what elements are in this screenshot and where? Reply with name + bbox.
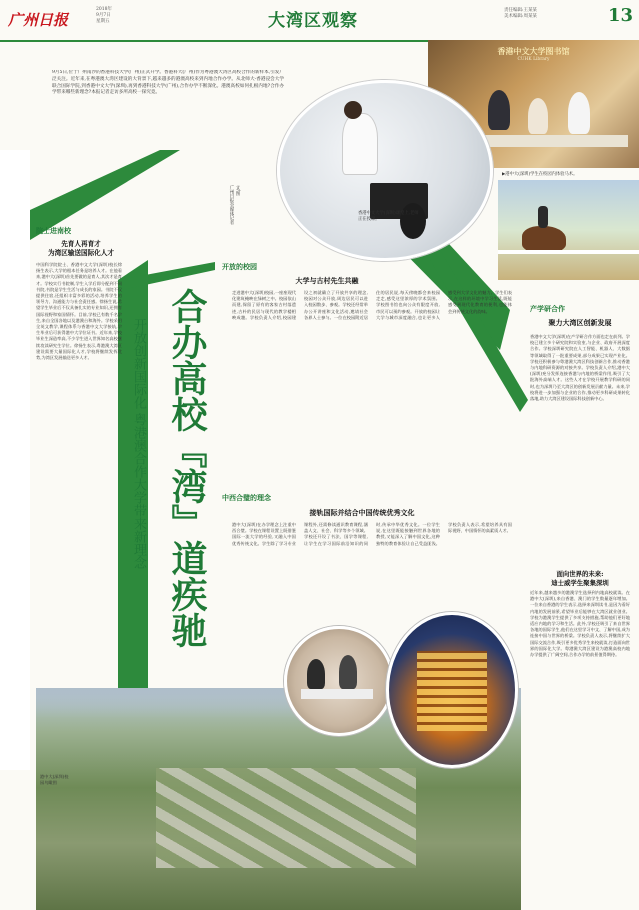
page-number: 13 <box>608 5 634 26</box>
teacher-head <box>344 101 362 119</box>
sub-headline: 开放创新国际化 粤港澳合作大学带来新理念 <box>131 318 146 570</box>
open-section-label: 开放的校园 <box>222 262 257 271</box>
left-section-label: 院士进南校 <box>36 226 71 235</box>
open-section-body: 走进港中大(深圳)校园,一座座现代化建筑掩映在绿树之中。校园依山而建,保留了原有的客家古村落遗迹,古朴的民居与现代的教学楼相映成趣。学校负责人介绍,校园建设之初就确立了开放共享的理念,校园对公众开放,周边居民可以进入校园散步、参观。学校还经常举办公开讲座和文化活动,邀请社会各界人士参与。一位在校园附近居住的居民说,每天傍晚都会来校园走走,感受这里浓厚的学术氛围。学校图书馆也向公众有限度开放,市民可以预约参观。开放的校园让大学与城市深度融合,也让更多人感受到大学文化的魅力。学生们表示,在这样的环境中学习生活,既能感受到现代化教育的便利,也能体会到传统文化的韵味。 <box>232 290 512 320</box>
cn-section-label: 中西合璧的理念 <box>222 493 271 502</box>
classroom-circle-photo <box>284 626 394 736</box>
issue-date: 2018年 9月7日 星期五 <box>96 7 112 24</box>
campus-buildings <box>156 768 416 868</box>
main-headline: 合办高校『湾』道疾驰 <box>166 288 208 648</box>
right-section-label: 产学研合作 <box>530 304 565 313</box>
teacher-figure <box>342 113 378 175</box>
right-section-body: 香港中文大学(深圳)在产学研合作方面也走在前列。学校已建立多个研究院和实验室,与企业、政府开展深度合作。学校深圳研究院在人工智能、机器人、大数据等领域取得了一批重要成果,部分成果已实现产业化。学校还积极参与粤港澳大湾区科技创新合作,推动香港与内地科研资源的对接共享。学校负责人介绍,港中大(深圳)充分发挥连接香港与内地的桥梁作用,吸引了大批海外高端人才。这些人才在学校开展教学科研的同时,也为深圳乃至大湾区的创新发展贡献力量。未来,学校将进一步加强与企业的合作,推动更多科研成果转化落地,助力大湾区建设国际科技创新中心。 <box>530 334 630 402</box>
horse-photo-caption: ▶港中大(深圳)学生在校园内体验马术。 <box>502 172 578 177</box>
right2-section-body: 近年来,越来越多的港澳学生选择到内地高校就读。在港中大(深圳),来自香港、澳门的学生数量逐年增加。一位来自香港的学生表示,选择来深圳读书,是因为看好内地的发展前景,希望毕业后能够在大湾区就业创业。学校为港澳学生提供了多项支持措施,帮助他们更好地适应内地的学习和生活。此外,学校还吸引了来自世界各地的国际学生,他们在这里学习中文、了解中国,成为连接中国与世界的桥梁。学校负责人表示,将继续扩大国际交流合作,吸引更多优秀学生来校就读,打造面向世界的国际化大学。粤港澳大湾区建设为港澳高校内地办学提供了广阔空间,合作办学的前景值得期待。 <box>530 590 630 658</box>
newspaper-logo: 广州日报 <box>8 11 69 29</box>
horse-shape <box>522 226 566 252</box>
desk <box>301 689 373 699</box>
student-figure <box>528 98 548 134</box>
right-section-headline: 聚力大湾区创新发展 <box>548 318 612 327</box>
left-section-headline: 先育人再育才 为湾区输送国际化人才 <box>48 240 114 257</box>
fence-shape <box>498 250 639 254</box>
editor-credits: 责任编辑:王某某 美术编辑:周某某 <box>504 8 538 19</box>
cn-section-body: 港中大(深圳)在办学理念上注重中西合璧。学校在课程设置上既借鉴国际一流大学的经验,又融入中国优秀传统文化。学生除了学习专业课程外,还需修读通识教育课程,涵盖人文、社会、科学等多个领域。学校还开设了书法、国学等课程,让学生在学习国际前沿知识的同时,传承中华优秀文化。一位学生说,在这里既能接触到世界各地的教授,又能深入了解中国文化,这种独特的教育体验让自己受益匪浅。学校负责人表示,希望培养具有国际视野、中国情怀的高素质人才。 <box>232 522 512 546</box>
cn-section-headline: 接轨国际并结合中国传统优秀文化 <box>309 508 415 517</box>
author-byline: 文/图 广州日报全媒体记者 <box>229 185 240 225</box>
masthead <box>0 0 639 42</box>
intro-paragraph: 9月5日,位于广州南沙的香港科技大学(广州)正式开学。香港科大(广州)作为粤港澳大湾区高校合作的新样本,引发广泛关注。近年来,在粤港澳大湾区建设的大背景下,越来越多的港澳高校来到内地合作办学。从北师大-香港浸会大学联合国际学院,到香港中文大学(深圳),再到香港科技大学(广州),合作办学不断深化。港澳高校如何扎根内地?合作办学带来哪些新理念?本报记者走访多所高校一探究竟。 <box>52 70 284 96</box>
student-figure <box>307 659 325 689</box>
section-title: 大湾区观察 <box>268 11 358 31</box>
open-section-headline: 大学与古村先生共融 <box>295 276 359 285</box>
rider-shape <box>538 206 548 228</box>
banner-subtitle: CUHK Library <box>517 57 550 62</box>
library-night-circle-photo <box>386 612 518 768</box>
lecture-photo-caption: 香港中文大学(深圳)课堂上,老师正在授课。 <box>358 211 419 222</box>
banner-title: 香港中文大学图书馆 <box>497 46 570 56</box>
aerial-photo-caption: 港中大(深圳)校园鸟瞰图 <box>40 774 69 785</box>
student-figure <box>488 90 510 130</box>
desk <box>468 135 628 147</box>
lecture-circle-photo <box>277 80 493 261</box>
horse-riding-photo <box>498 180 639 280</box>
right2-section-headline: 面向世界的未来: 迪士威学生聚集深圳 <box>551 570 609 587</box>
lit-building <box>417 651 487 731</box>
left-section-body: 中国科学院院士、香港中文大学(深圳)校长徐扬生表示,大学的根本任务是培养人才。在他看来,港中大(深圳)首先要做的是育人,其次才是育才。学校实行书院制,学生入学后即分配到不同书院,书院是学生生活与成长的家园。书院不仅提供住宿,还组织丰富多彩的活动,培养学生的领导力、沟通能力与社会责任感。徐扬生说,希望学生毕业后不仅具备扎实的专业知识,还拥有国际视野和家国情怀。目前,学校已有数千名学生,来自全国各地以及港澳台和海外。学校采用全英文教学,课程体系与香港中文大学接轨,学生毕业后可获得港中大学位证书。近年来,学校毕业生深造率高,不少学生进入世界知名高校继续攻读研究生学位。徐扬生表示,粤港澳大湾区建设需要大量国际化人才,学校将继续发挥优势,为湾区发展输送更多人才。 <box>36 262 122 361</box>
student-figure <box>339 655 357 689</box>
student-figure <box>568 92 590 134</box>
